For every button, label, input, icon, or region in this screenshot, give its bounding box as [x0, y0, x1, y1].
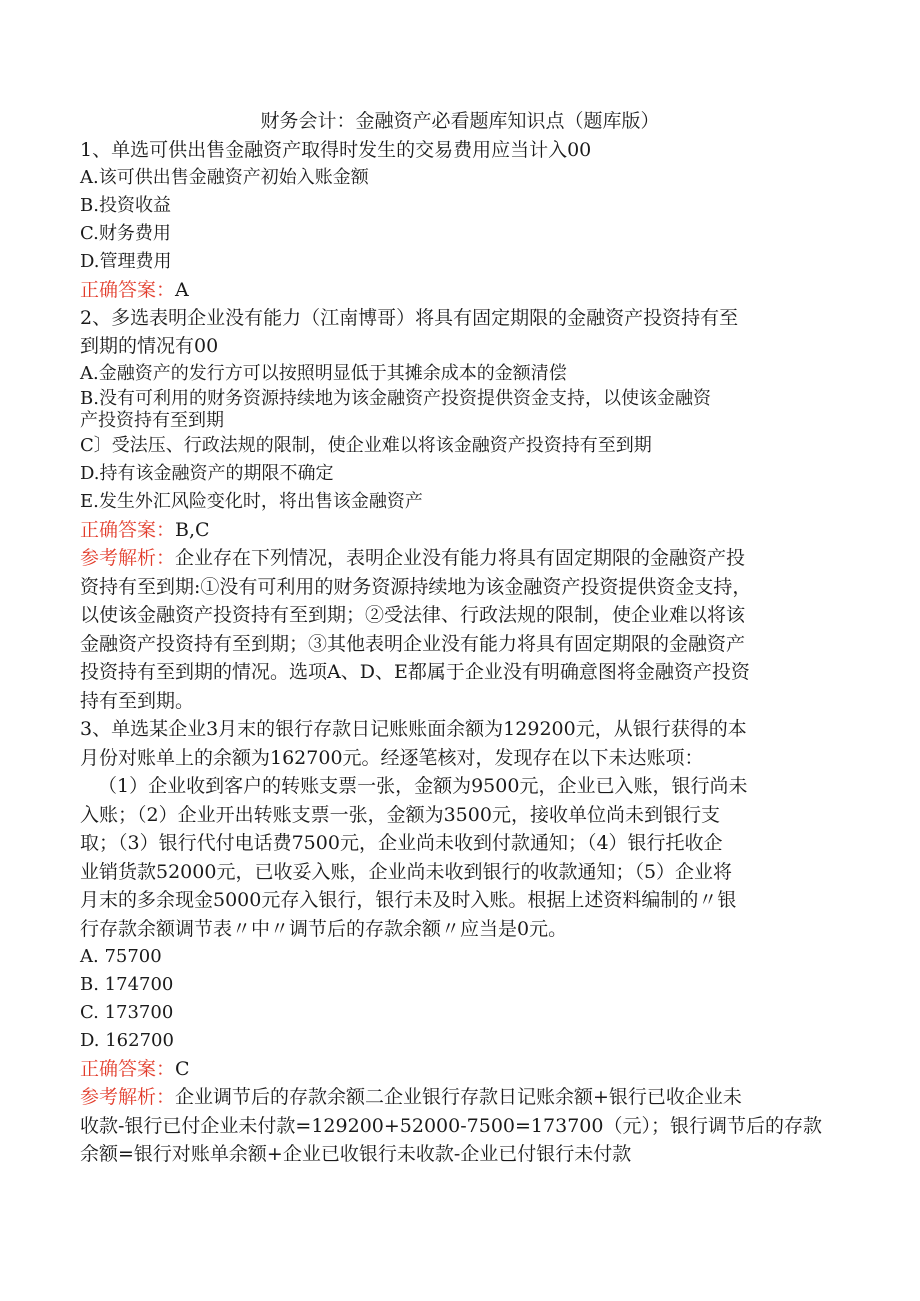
option-b: B.没有可利用的财务资源持续地为该金融资产投资提供资金支持，以使该金融资 — [80, 388, 711, 409]
option-a: A.该可供出售金融资产初始入账金额 — [80, 167, 369, 188]
option-c: C. 173700 — [80, 1002, 174, 1023]
question-stem-line: 行存款余额调节表〃中〃调节后的存款余额〃应当是0元。 — [80, 917, 568, 940]
analysis-line: 资持有至到期:①没有可利用的财务资源持续地为该金融资产投资提供资金支持， — [80, 575, 752, 598]
answer-value: C — [175, 1058, 190, 1080]
analysis-line — [80, 1083, 840, 1112]
analysis-text: 企业调节后的存款余额二企业银行存款日记账余额+银行已收企业未 — [175, 1086, 742, 1108]
answer-label: 正确答案： — [80, 279, 176, 301]
option-b: B.投资收益 — [80, 195, 171, 216]
analysis-line: 投资持有至到期的情况。选项A、D、E都属于企业没有明确意图将金融资产投资 — [80, 661, 750, 683]
analysis-line: 以使该金融资产投资持有至到期；②受法律、行政法规的限制，使企业难以将该 — [80, 604, 746, 626]
answer-value: B,C — [175, 519, 210, 541]
option-d: D. 162700 — [80, 1030, 174, 1051]
question-stem-line: 月份对账单上的余额为162700元。经逐笔核对，发现存在以下未达账项： — [80, 746, 704, 769]
option-b: B. 174700 — [80, 974, 174, 995]
answer-row — [80, 1055, 840, 1083]
question-stem-line: 月末的多余现金5000元存入银行，银行未及时入账。根据上述资料编制的〃银 — [80, 889, 737, 911]
question-stem-line: 到期的情况有00 — [80, 335, 219, 357]
analysis-line — [80, 544, 840, 573]
document-page — [80, 106, 840, 1169]
option-a: A.金融资产的发行方可以按照明显低于其摊余成本的金额清偿 — [80, 363, 567, 384]
option-d: D.管理费用 — [80, 251, 172, 272]
question-stem-line: 2、多选表明企业没有能力（江南博哥）将具有固定期限的金融资产投资持有至 — [80, 307, 739, 329]
document-title: 财务会计：金融资产必看题库知识点（题库版） — [260, 110, 660, 132]
option-b-continued: 产投资持有至到期 — [80, 410, 224, 431]
analysis-block — [80, 544, 840, 715]
option-a: A. 75700 — [80, 946, 162, 967]
analysis-line: 收款-银行已付企业未付款=129200+52000-7500=173700（元）；银行调节后的存款 — [80, 1114, 822, 1137]
answer-label: 正确答案： — [80, 1058, 176, 1080]
question-stem-line: 3、单选某企业3月末的银行存款日记账账面余额为129200元，从银行获得的本 — [80, 718, 747, 740]
answer-value: A — [175, 279, 189, 301]
question-3 — [80, 715, 840, 1169]
question-stem-line: 业销货款52000元，已收妥入账，企业尚未收到银行的收款通知；（5）企业将 — [80, 860, 733, 883]
analysis-line: 余额=银行对账单余额+企业已收银行未收款-企业已付银行未付款 — [80, 1143, 632, 1165]
question-1 — [80, 136, 840, 304]
analysis-line: 金融资产投资持有至到期；③其他表明企业没有能力将具有固定期限的金融资产 — [80, 632, 746, 655]
answer-label: 正确答案： — [80, 519, 176, 541]
question-stem-line: 取；（3）银行代付电话费7500元，企业尚未收到付款通知；（4）银行托收企 — [80, 832, 723, 854]
analysis-label: 参考解析： — [80, 1086, 176, 1108]
option-d: D.持有该金融资产的期限不确定 — [80, 463, 334, 484]
question-stem-line: （1）企业收到客户的转账支票一张，金额为9500元，企业已入账，银行尚未 — [98, 775, 748, 797]
analysis-text: 企业存在下列情况，表明企业没有能力将具有固定期限的金融资产投 — [175, 547, 746, 569]
analysis-label: 参考解析： — [80, 547, 176, 569]
analysis-line: 持有至到期。 — [80, 689, 195, 712]
answer-row — [80, 516, 840, 544]
answer-row — [80, 276, 840, 304]
option-e: E.发生外汇风险变化时，将出售该金融资产 — [80, 491, 423, 512]
option-c: C.财务费用 — [80, 223, 171, 244]
question-stem: 1、单选可供出售金融资产取得时发生的交易费用应当计入00 — [80, 139, 592, 161]
question-stem-line: 入账；（2）企业开出转账支票一张，金额为3500元，接收单位尚未到银行支 — [80, 803, 720, 826]
analysis-block — [80, 1083, 840, 1169]
option-c: C〕受法压、行政法规的限制，使企业难以将该金融资产投资持有至到期 — [80, 435, 652, 456]
question-2 — [80, 304, 840, 715]
